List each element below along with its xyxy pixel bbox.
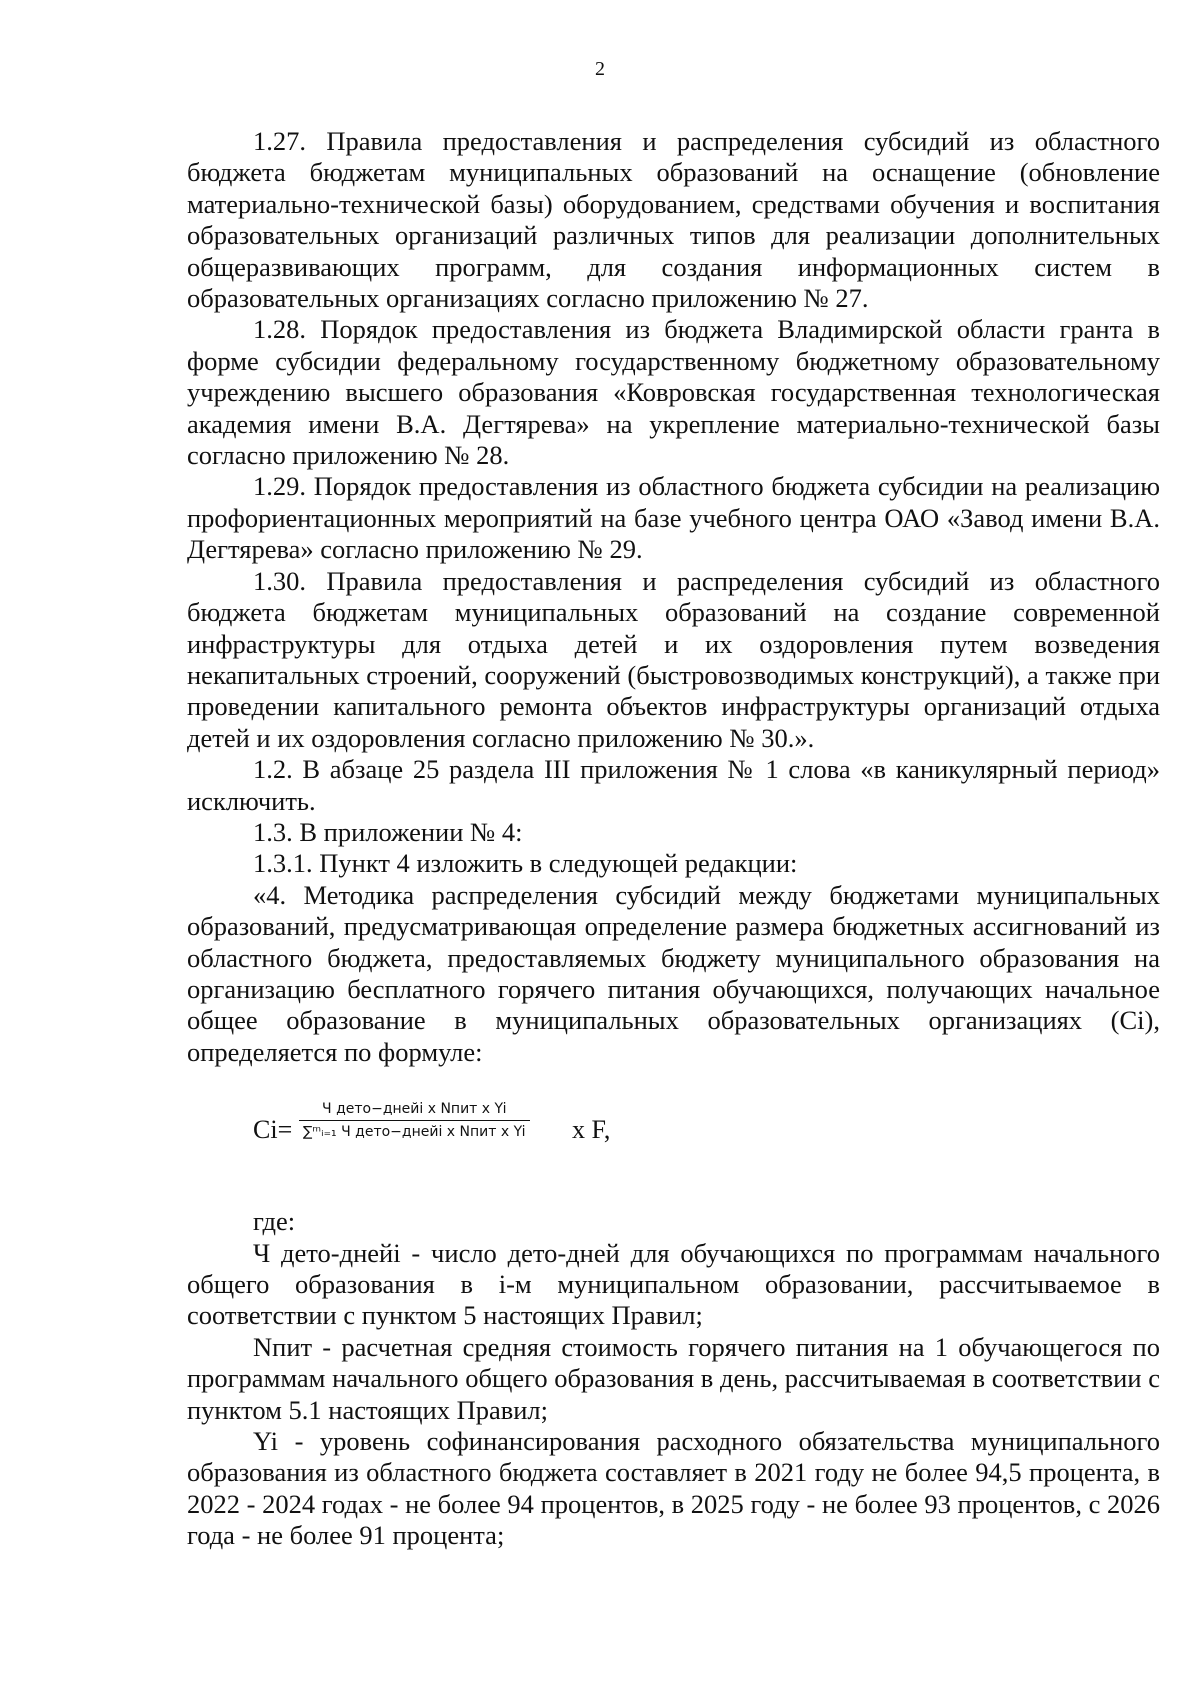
paragraph-methodology: «4. Методика распределения субсидий между бюджетами муниципальных образований, предусматривающая определение размера бюджетных ассигнований из областного бюджета, предоставляемых бюджету муниципального образования на организацию бесплатного горячего питания обучающихся, получающих начальное общее образование в муниципальных образовательных организациях (Ci), определяется по формуле: <box>187 879 1160 1067</box>
formula-lhs: Ci= <box>253 1115 293 1145</box>
formula-denominator: ∑ᵐᵢ₌₁ Ч дето−днейi x Nпит x Yi <box>303 1124 526 1141</box>
paragraph-1-29: 1.29. Порядок предоставления из областного бюджета субсидии на реализацию профориентационных мероприятий на базе учебного центра ОАО «Завод имени В.А. Дегтярева» согласно приложению № 29. <box>187 471 1160 565</box>
page-number: 2 <box>595 58 605 80</box>
definition-npit: Nпит - расчетная средняя стоимость горячего питания на 1 обучающегося по программам начального общего образования в день, рассчитываемая в соответствии с пунктом 5.1 настоящих Правил; <box>187 1331 1160 1425</box>
paragraph-1-28: 1.28. Порядок предоставления из бюджета Владимирской области гранта в форме субсидии федеральному государственному бюджетному образовательному учреждению высшего образования «Ковровская государственная технологическая академия имени В.А. Дегтярева» на укрепление материально-технической базы согласно приложению № 28. <box>187 314 1160 471</box>
document-body <box>187 126 1160 1552</box>
paragraph-1-30: 1.30. Правила предоставления и распределения субсидий из областного бюджета бюджетам муниципальных образований на создание современной инфраструктуры для отдыха детей и их оздоровления путем возведения некапитальных строений, сооружений (быстровозводимых конструкций), а также при проведении капитального ремонта объектов инфраструктуры организаций отдыха детей и их оздоровления согласно приложению № 30.». <box>187 565 1160 753</box>
definition-child-days: Ч дето-днейi - число дето-дней для обучающихся по программам начального общего образования в i-м муниципальном образовании, рассчитываемое в соответствии с пунктом 5 настоящих Правил; <box>187 1237 1160 1331</box>
paragraph-1-2: 1.2. В абзаце 25 раздела III приложения № 1 слова «в каникулярный период» исключить. <box>187 754 1160 816</box>
paragraph-1-3: 1.3. В приложении № 4: <box>253 816 523 847</box>
where-label: где: <box>253 1206 296 1237</box>
formula-fraction <box>299 1100 530 1141</box>
paragraph-1-27: 1.27. Правила предоставления и распределения субсидий из областного бюджета бюджетам муниципальных образований на оснащение (обновление материально-технической базы) оборудованием, средствами обучения и воспитания образовательных организаций различных типов для реализации дополнительных общеразвивающих программ, для создания информационных систем в образовательных организациях согласно приложению № 27. <box>187 126 1160 314</box>
formula-numerator: Ч дето−днейi x Nпит x Yi <box>322 1101 507 1118</box>
definition-yi: Yi - уровень софинансирования расходного обязательства муниципального образования из областного бюджета составляет в 2021 году не более 94,5 процента, в 2022 - 2024 годах - не более 94 процентов, в 2025 году - не более 93 процентов, с 2026 года - не более 91 процента; <box>187 1426 1160 1551</box>
formula <box>187 1092 1160 1188</box>
paragraph-1-3-1: 1.3.1. Пункт 4 изложить в следующей редакции: <box>253 848 798 879</box>
formula-rhs: x F, <box>572 1115 611 1145</box>
